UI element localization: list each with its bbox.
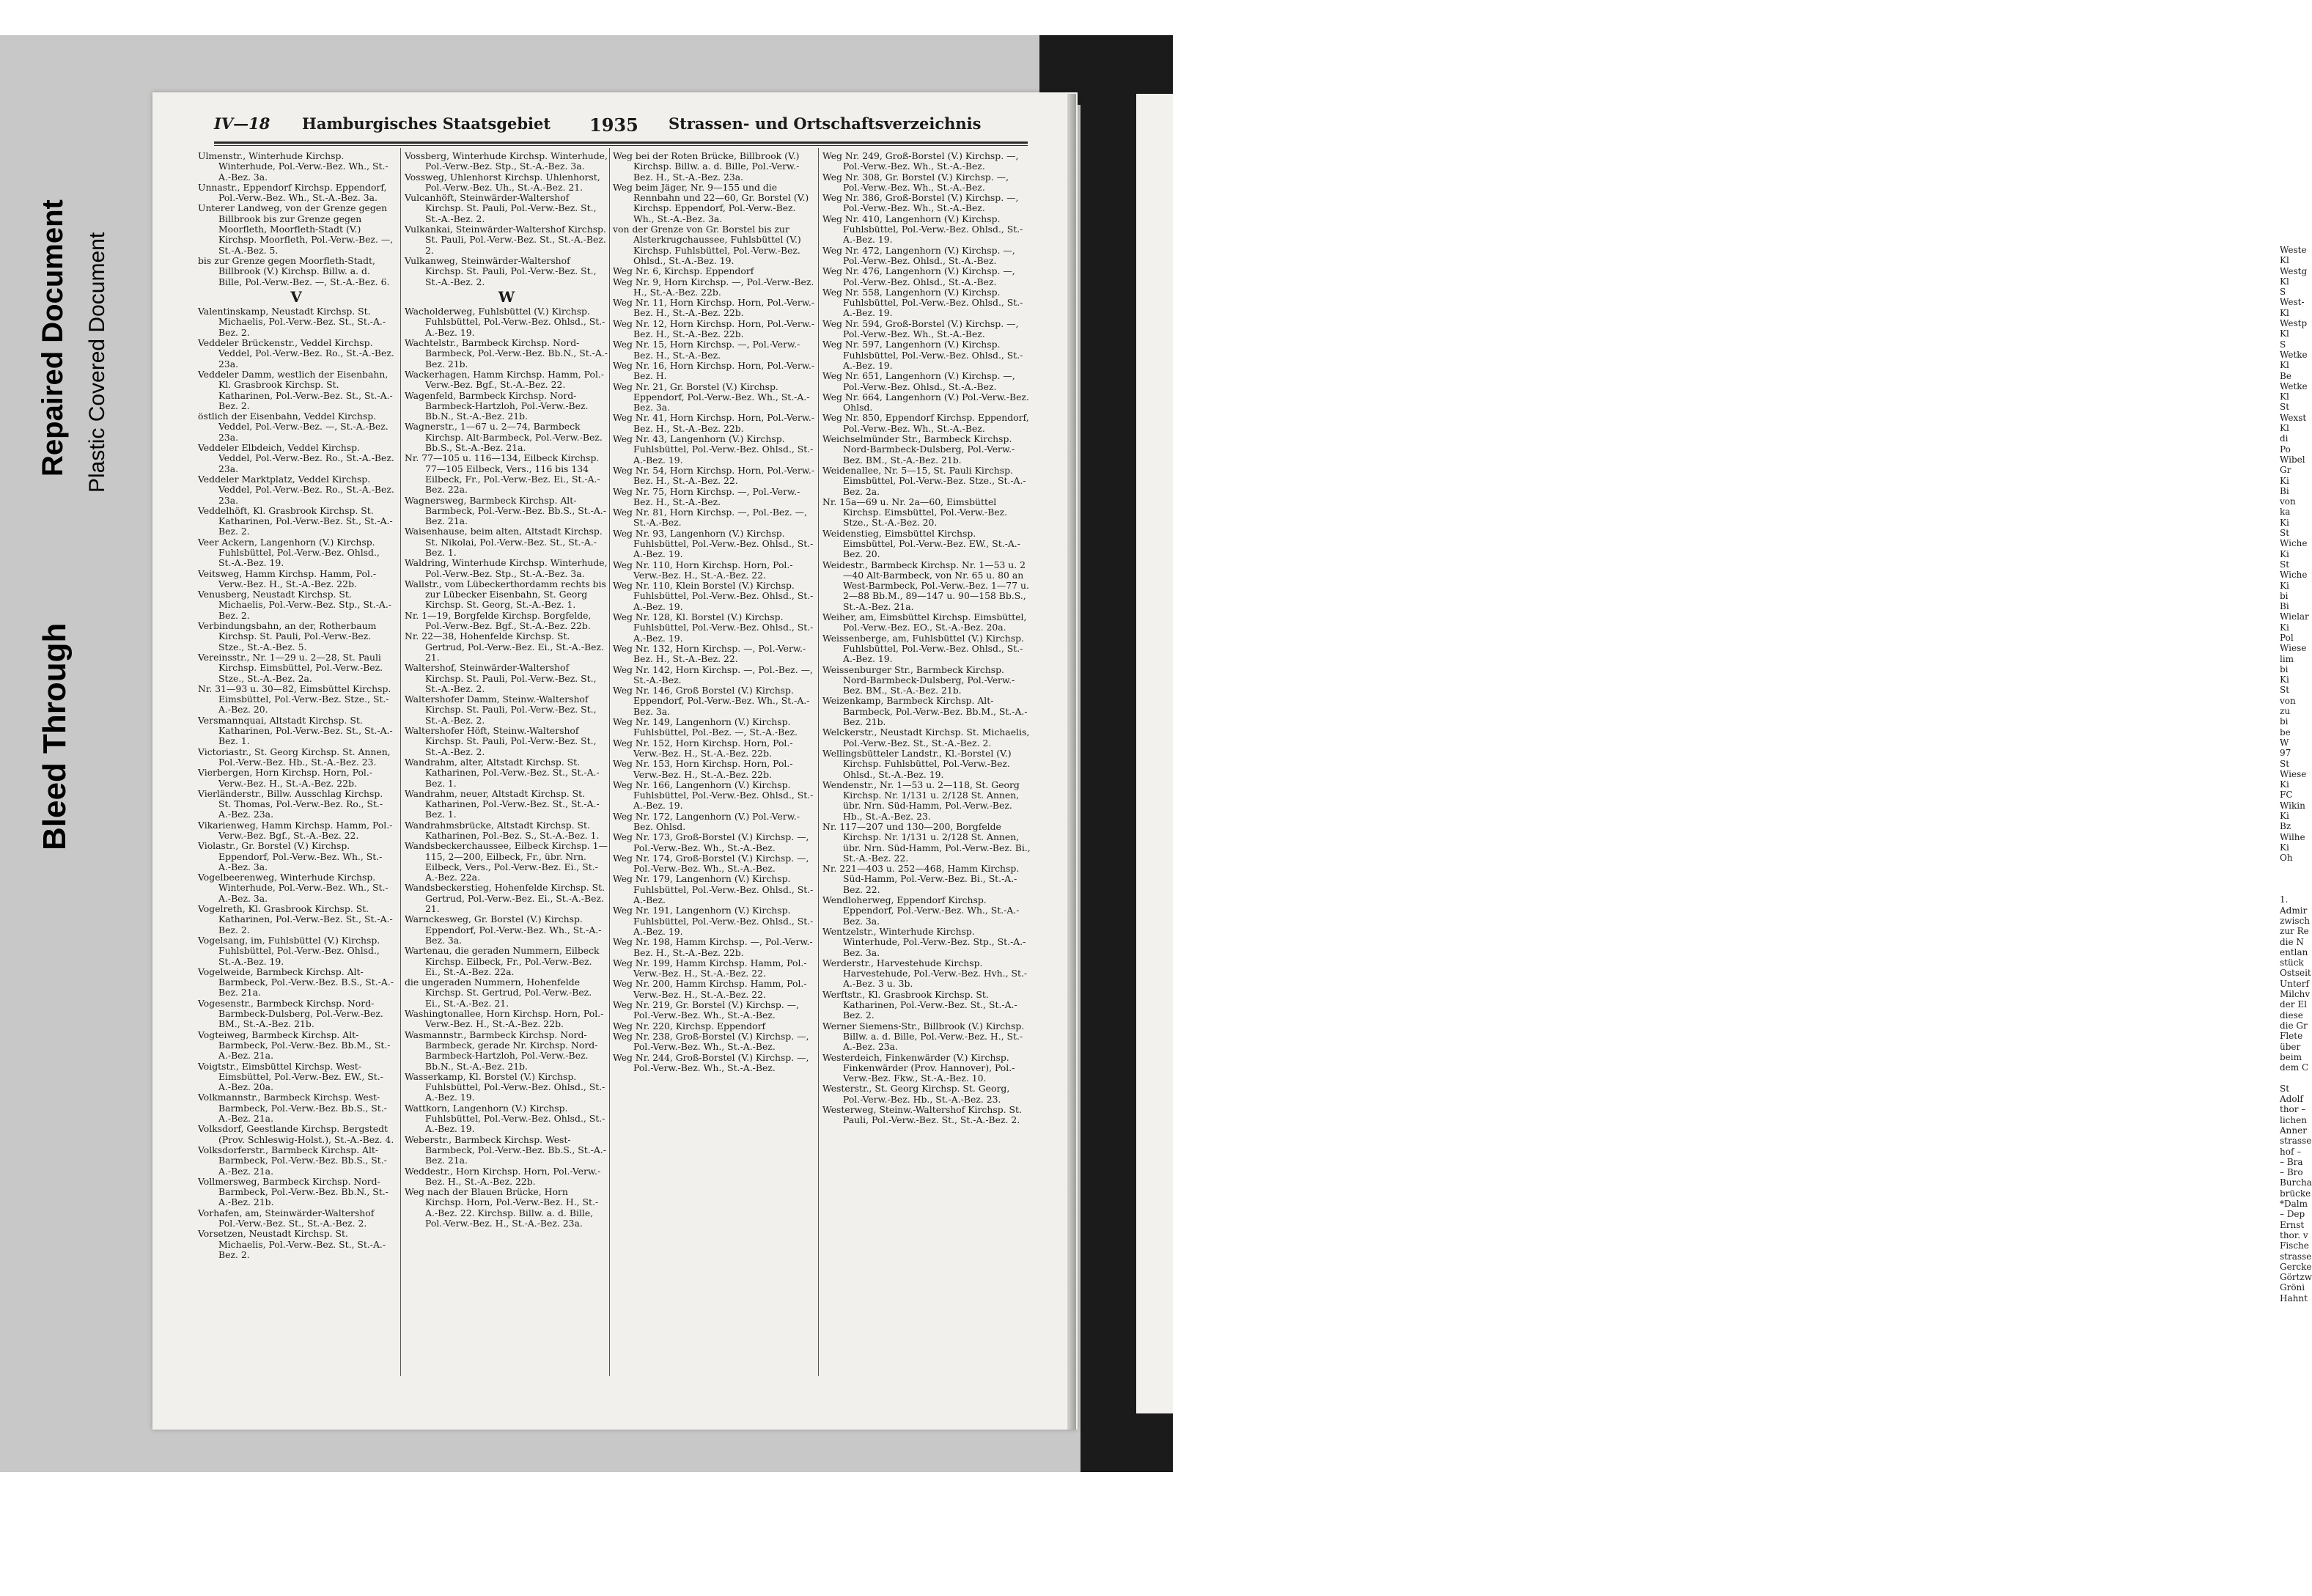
column-4 bbox=[822, 151, 1031, 1375]
street-entry: bis zur Grenze gegen Moorfleth-Stadt, Billbrook (V.) Kirchsp. Billw. a. d. Bille, Pol.-Verw.-Bez. —, St.-A.-Bez. 6. bbox=[198, 254, 390, 287]
street-entry: Waltershofer Damm, Steinw.-Waltershof Kirchsp. St. Pauli, Pol.-Verw.-Bez. St., St.-A.-Bez. 2. bbox=[405, 694, 597, 726]
right-page-fragment: entlan bbox=[2280, 946, 2308, 957]
street-entry: Vogelbeerenweg, Winterhude Kirchsp. Winterhude, Pol.-Verw.-Bez. Wh., St.-A.-Bez. 3a. bbox=[198, 872, 389, 904]
side-labels bbox=[15, 132, 117, 865]
street-entry: Vogteiweg, Barmbeck Kirchsp. Alt-Barmbeck, Pol.-Verw.-Bez. Bb.M., St.-A.-Bez. 21a. bbox=[198, 1029, 391, 1062]
street-entry: Weg Nr. 476, Langenhorn (V.) Kirchsp. —, Pol.-Verw.-Bez. Ohlsd., St.-A.-Bez. bbox=[822, 265, 1015, 287]
street-entry: Weg Nr. 472, Langenhorn (V.) Kirchsp. —, Pol.-Verw.-Bez. Ohlsd., St.-A.-Bez. bbox=[822, 244, 1015, 266]
right-page-fragment: Ki bbox=[2280, 548, 2289, 559]
street-entry: Vikarienweg, Hamm Kirchsp. Hamm, Pol.-Verw.-Bez. Bgf., St.-A.-Bez. 22. bbox=[198, 819, 393, 841]
right-page-fragment: bi bbox=[2280, 590, 2289, 601]
street-entry: Vossweg, Uhlenhorst Kirchsp. Uhlenhorst, Pol.-Verw.-Bez. Uh., St.-A.-Bez. 21. bbox=[405, 171, 600, 193]
street-entry: Weg Nr. 128, Kl. Borstel (V.) Kirchsp. Fuhlsbüttel, Pol.-Verw.-Bez. Ohlsd., St.-A.-Bez. 19. bbox=[613, 611, 814, 644]
street-entry: Weidenstieg, Eimsbüttel Kirchsp. Eimsbüttel, Pol.-Verw.-Bez. EW., St.-A.-Bez. 20. bbox=[822, 527, 1020, 560]
right-page-fragment: ka bbox=[2280, 507, 2291, 518]
street-entry: Volksdorf, Geestlande Kirchsp. Bergstedt (Prov. Schleswig-Holst.), St.-A.-Bez. 4. bbox=[198, 1123, 394, 1145]
right-page-fragment: Kl bbox=[2280, 423, 2289, 434]
street-entry: Unnastr., Eppendorf Kirchsp. Eppendorf, Pol.-Verw.-Bez. Wh., St.-A.-Bez. 3a. bbox=[198, 181, 387, 204]
right-page-fragment: Be bbox=[2280, 370, 2291, 381]
street-entry: Nr. 1—19, Borgfelde Kirchsp. Borgfelde, Pol.-Verw.-Bez. Bgf., St.-A.-Bez. 22b. bbox=[405, 609, 592, 632]
right-page-fragment: Ki bbox=[2280, 622, 2289, 633]
right-page-fragment: Wexst bbox=[2280, 412, 2307, 423]
right-page-fragment: dem C bbox=[2280, 1062, 2309, 1073]
right-page-fragment: Wiche bbox=[2280, 538, 2308, 549]
street-entry: Weg Nr. 43, Langenhorn (V.) Kirchsp. Fuhlsbüttel, Pol.-Verw.-Bez. Ohlsd., St.-A.-Bez. 19. bbox=[613, 433, 814, 466]
right-page-fragment: Ki bbox=[2280, 580, 2289, 591]
right-page-fragment: Ki bbox=[2280, 811, 2289, 822]
street-entry: Werner Siemens-Str., Billbrook (V.) Kirchsp. Billw. a. d. Bille, Pol.-Verw.-Bez. H., St.-A.-Bez. 23a. bbox=[822, 1020, 1025, 1053]
right-page-fragment bbox=[2280, 1073, 2309, 1083]
right-page-fragment: zu bbox=[2280, 706, 2291, 717]
street-entry: Wagnerstr., 1—67 u. 2—74, Barmbeck Kirchsp. Alt-Barmbeck, Pol.-Verw.-Bez. Bb.S., St.-A.-Bez. 21a. bbox=[405, 421, 603, 454]
street-entry: Veer Ackern, Langenhorn (V.) Kirchsp. Fuhlsbüttel, Pol.-Verw.-Bez. Ohlsd., St.-A.-Bez. 19. bbox=[198, 536, 380, 569]
right-page-fragment: Adolf bbox=[2280, 1094, 2303, 1105]
street-entry: Vogelweide, Barmbeck Kirchsp. Alt-Barmbeck, Pol.-Verw.-Bez. B.S., St.-A.-Bez. 21a. bbox=[198, 966, 394, 999]
street-entry: Ulmenstr., Winterhude Kirchsp. Winterhude, Pol.-Verw.-Bez. Wh., St.-A.-Bez. 3a. bbox=[198, 150, 389, 183]
street-entry: Vossberg, Winterhude Kirchsp. Winterhude, Pol.-Verw.-Bez. Stp., St.-A.-Bez. 3a. bbox=[405, 150, 608, 172]
right-page-fragment: Po bbox=[2280, 444, 2291, 455]
right-page-fragment: Wiche bbox=[2280, 570, 2308, 581]
street-entry: Werftstr., Kl. Grasbrook Kirchsp. St. Katharinen, Pol.-Verw.-Bez. St., St.-A.-Bez. 2. bbox=[822, 988, 1017, 1021]
street-entry: Weissenburger Str., Barmbeck Kirchsp. Nord-Barmbeck-Dulsberg, Pol.-Verw.-Bez. BM., St.-A.-Bez. 21b. bbox=[822, 663, 1015, 696]
right-page-fragment: stück bbox=[2280, 957, 2304, 968]
right-page-fragment: Gercke bbox=[2280, 1261, 2312, 1272]
street-entry: Weg Nr. 174, Groß-Borstel (V.) Kirchsp. —, Pol.-Verw.-Bez. Wh., St.-A.-Bez. bbox=[613, 852, 809, 875]
right-page-fragment: zur Re bbox=[2280, 926, 2309, 937]
street-entry: Wagnersweg, Barmbeck Kirchsp. Alt-Barmbeck, Pol.-Verw.-Bez. Bb.S., St.-A.-Bez. 21a. bbox=[405, 494, 606, 527]
page-number: IV—18 bbox=[214, 114, 270, 133]
street-entry: Versmannquai, Altstadt Kirchsp. St. Katharinen, Pol.-Verw.-Bez. St., St.-A.-Bez. 1. bbox=[198, 714, 393, 747]
street-entry: Weg Nr. 110, Horn Kirchsp. Horn, Pol.-Verw.-Bez. H., St.-A.-Bez. 22. bbox=[613, 559, 793, 581]
right-page-fragment: Bi bbox=[2280, 485, 2289, 496]
street-entry: Weg Nr. 75, Horn Kirchsp. —, Pol.-Verw.-Bez. H., St.-A.-Bez. bbox=[613, 485, 800, 507]
right-page-fragment: Fische bbox=[2280, 1240, 2309, 1251]
year: 1935 bbox=[589, 114, 638, 136]
section-letter: V bbox=[290, 287, 302, 306]
street-entry: Veitsweg, Hamm Kirchsp. Hamm, Pol.-Verw.-Bez. H., St.-A.-Bez. 22b. bbox=[198, 567, 377, 589]
right-page-fragment: S bbox=[2280, 339, 2286, 350]
street-entry: Valentinskamp, Neustadt Kirchsp. St. Michaelis, Pol.-Verw.-Bez. St., St.-A.-Bez. 2. bbox=[198, 306, 386, 338]
street-entry: Weissenberge, am, Fuhlsbüttel (V.) Kirchsp. Fuhlsbüttel, Pol.-Verw.-Bez. Ohlsd., St.-A.-Bez. 19. bbox=[822, 632, 1024, 665]
right-page-fragment: Unterf bbox=[2280, 978, 2309, 989]
right-page-fragment: St bbox=[2280, 402, 2290, 413]
street-entry: Verbindungsbahn, an der, Rotherbaum Kirchsp. St. Pauli, Pol.-Verw.-Bez. Stze., St.-A.-Bez. 5. bbox=[198, 620, 377, 652]
street-entry: von der Grenze von Gr. Borstel bis zur Alsterkrugchaussee, Fuhlsbüttel (V.) Kirchsp. Fuhlsbüttel, Pol.-Verw.-Bez. Ohlsd., St.-A.-Bez. 19. bbox=[613, 224, 801, 266]
right-page-sliver bbox=[1136, 94, 2312, 1413]
right-page-fragment: Kl bbox=[2280, 307, 2289, 318]
street-entry: Volksdorferstr., Barmbeck Kirchsp. Alt-Barmbeck, Pol.-Verw.-Bez. Bb.S., St.-A.-Bez. 21a. bbox=[198, 1144, 387, 1177]
street-entry: Weg Nr. 41, Horn Kirchsp. Horn, Pol.-Verw.-Bez. H., St.-A.-Bez. 22b. bbox=[613, 412, 815, 434]
street-entry: Weg Nr. 110, Klein Borstel (V.) Kirchsp. Fuhlsbüttel, Pol.-Verw.-Bez. Ohlsd., St.-A.-Bez. 19. bbox=[613, 580, 814, 612]
street-entry: Warnckesweg, Gr. Borstel (V.) Kirchsp. Eppendorf, Pol.-Verw.-Bez. Wh., St.-A.-Bez. 3a. bbox=[405, 913, 602, 946]
right-page-fragment: Wilhe bbox=[2280, 831, 2305, 842]
right-page-column bbox=[2280, 245, 2312, 1462]
street-entry: Weg Nr. 386, Groß-Borstel (V.) Kirchsp. —, Pol.-Verw.-Bez. Wh., St.-A.-Bez. bbox=[822, 192, 1019, 214]
street-entry: Wellingsbütteler Landstr., Kl.-Borstel (V.) Kirchsp. Fuhlsbüttel, Pol.-Verw.-Bez. Ohlsd., St.-A.-Bez. 19. bbox=[822, 747, 1012, 780]
right-page-fragment: Wibel bbox=[2280, 454, 2305, 465]
right-page-fragment: bi bbox=[2280, 716, 2289, 727]
right-page-fragment: West- bbox=[2280, 297, 2305, 308]
street-entry: Weg Nr. 132, Horn Kirchsp. —, Pol.-Verw.-Bez. H., St.-A.-Bez. 22. bbox=[613, 642, 806, 665]
street-entry: Weg Nr. 54, Horn Kirchsp. Horn, Pol.-Verw.-Bez. H., St.-A.-Bez. 22. bbox=[613, 464, 815, 487]
right-page-fragment: – Bro bbox=[2280, 1167, 2303, 1178]
street-entry: Veddeler Brückenstr., Veddel Kirchsp. Veddel, Pol.-Verw.-Bez. Ro., St.-A.-Bez. 23a. bbox=[198, 337, 394, 369]
right-page-fragment: Ostseit bbox=[2280, 968, 2311, 979]
street-entry: Vereinsstr., Nr. 1—29 u. 2—28, St. Pauli Kirchsp. Eimsbüttel, Pol.-Verw.-Bez. Stze., St.-A.-Bez. 2a. bbox=[198, 651, 383, 684]
street-entry: Wagenfeld, Barmbeck Kirchsp. Nord-Barmbeck-Hartzloh, Pol.-Verw.-Bez. Bb.N., St.-A.-Bez. 21b. bbox=[405, 389, 589, 422]
street-entry: Weg Nr. 15, Horn Kirchsp. —, Pol.-Verw.-Bez. H., St.-A.-Bez. bbox=[613, 339, 800, 361]
street-entry: Weg Nr. 149, Langenhorn (V.) Kirchsp. Fuhlsbüttel, Pol.-Bez. —, St.-A.-Bez. bbox=[613, 716, 798, 738]
street-entry: Wachtelstr., Barmbeck Kirchsp. Nord-Barmbeck, Pol.-Verw.-Bez. Bb.N., St.-A.-Bez. 21b. bbox=[405, 337, 608, 369]
street-entry: Vulkankai, Steinwärder-Waltershof Kirchsp. St. Pauli, Pol.-Verw.-Bez. St., St.-A.-Bez. 2. bbox=[405, 224, 606, 256]
street-entry: Weg Nr. 850, Eppendorf Kirchsp. Eppendorf, Pol.-Verw.-Bez. Wh., St.-A.-Bez. bbox=[822, 412, 1029, 434]
street-entry: Westerdeich, Finkenwärder (V.) Kirchsp. Finkenwärder (Prov. Hannover), Pol.-Verw.-Bez. Fkw., St.-A.-Bez. 10. bbox=[822, 1051, 1015, 1084]
street-entry: Weg bei der Roten Brücke, Billbrook (V.) Kirchsp. Billw. a. d. Bille, Pol.-Verw.-Bez. H., St.-A.-Bez. 23a. bbox=[613, 150, 800, 183]
street-entry: Washingtonallee, Horn Kirchsp. Horn, Pol.-Verw.-Bez. H., St.-A.-Bez. 22b. bbox=[405, 1008, 604, 1030]
street-entry: Volkmannstr., Barmbeck Kirchsp. West-Barmbeck, Pol.-Verw.-Bez. Bb.S., St.-A.-Bez. 21a. bbox=[198, 1092, 387, 1125]
street-entry: Welckerstr., Neustadt Kirchsp. St. Michaelis, Pol.-Verw.-Bez. St., St.-A.-Bez. 2. bbox=[822, 727, 1030, 749]
right-page-fragment bbox=[2280, 884, 2309, 894]
right-page-fragment: Pol bbox=[2280, 632, 2294, 643]
directory-title: Strassen- und Ortschaftsverzeichnis bbox=[669, 114, 982, 133]
street-entry: Unterer Landweg, von der Grenze gegen Billbrook bis zur Grenze gegen Moorfleth, Moorfleth-Stadt (V.) Kirchsp. Moorfleth, Pol.-Verw.-Bez. —, St.-A.-Bez. 5. bbox=[198, 202, 394, 256]
street-entry: Weddestr., Horn Kirchsp. Horn, Pol.-Verw.-Bez. H., St.-A.-Bez. 22b. bbox=[405, 1165, 601, 1187]
label-repaired-document: Repaired Document bbox=[37, 199, 69, 477]
street-entry: Weichselmünder Str., Barmbeck Kirchsp. Nord-Barmbeck-Dulsberg, Pol.-Verw.-Bez. BM., St.-A.-Bez. 21b. bbox=[822, 433, 1015, 466]
street-entry: Victoriastr., St. Georg Kirchsp. St. Annen, Pol.-Verw.-Bez. Hb., St.-A.-Bez. 23. bbox=[198, 746, 391, 768]
page-header bbox=[214, 114, 1028, 141]
street-entry: Weg Nr. 238, Groß-Borstel (V.) Kirchsp. —, Pol.-Verw.-Bez. Wh., St.-A.-Bez. bbox=[613, 1030, 809, 1053]
right-page-fragment: Milchv bbox=[2280, 989, 2311, 1000]
street-entry: Nr. 221—403 u. 252—468, Hamm Kirchsp. Süd-Hamm, Pol.-Verw.-Bez. Bi., St.-A.-Bez. 22. bbox=[822, 863, 1020, 895]
label-plastic-covered: Plastic Covered Document bbox=[85, 232, 109, 493]
street-entry: Weg Nr. 200, Hamm Kirchsp. Hamm, Pol.-Verw.-Bez. H., St.-A.-Bez. 22. bbox=[613, 978, 807, 1000]
street-entry: Wasmannstr., Barmbeck Kirchsp. Nord-Barmbeck, gerade Nr. Kirchsp. Nord-Barmbeck-Hartzloh, Pol.-Verw.-Bez. Bb.N., St.-A.-Bez. 21b. bbox=[405, 1029, 598, 1072]
street-entry: Wandrahmsbrücke, Altstadt Kirchsp. St. Katharinen, Pol.-Bez. S., St.-A.-Bez. 1. bbox=[405, 819, 600, 841]
right-page-fragment: Ki bbox=[2280, 475, 2289, 486]
right-page-fragment: St bbox=[2280, 758, 2290, 769]
right-page-fragment: die Gr bbox=[2280, 1020, 2308, 1031]
right-page-fragment: Weste bbox=[2280, 245, 2307, 255]
street-entry: Weg Nr. 93, Langenhorn (V.) Kirchsp. Fuhlsbüttel, Pol.-Verw.-Bez. Ohlsd., St.-A.-Bez. 19. bbox=[613, 527, 814, 560]
right-page-fragment: brücke bbox=[2280, 1188, 2311, 1199]
right-page-fragment: Admir bbox=[2280, 905, 2308, 916]
right-page-fragment: *Dalm bbox=[2280, 1199, 2308, 1210]
right-page-fragment: Ki bbox=[2280, 842, 2289, 853]
street-entry: Weg Nr. 6, Kirchsp. Eppendorf bbox=[613, 265, 754, 277]
street-entry: Veddeler Elbdeich, Veddel Kirchsp. Veddel, Pol.-Verw.-Bez. Ro., St.-A.-Bez. 23a. bbox=[198, 442, 394, 474]
right-page-fragment: Ki bbox=[2280, 674, 2289, 685]
street-entry: Vierländerstr., Billw. Ausschlag Kirchsp. St. Thomas, Pol.-Verw.-Bez. Ro., St.-A.-Bez. 23a. bbox=[198, 787, 383, 820]
right-page-fragment: Ernst bbox=[2280, 1219, 2305, 1230]
street-entry: Vulkanweg, Steinwärder-Waltershof Kirchsp. St. Pauli, Pol.-Verw.-Bez. St., St.-A.-Bez. 2. bbox=[405, 254, 597, 287]
street-entry: Nr. 22—38, Hohenfelde Kirchsp. St. Gertrud, Pol.-Verw.-Bez. Ei., St.-A.-Bez. 21. bbox=[405, 630, 604, 663]
column-2 bbox=[405, 151, 608, 1375]
right-page-fragment: über bbox=[2280, 1041, 2301, 1052]
street-entry: Nr. 15a—69 u. Nr. 2a—60, Eimsbüttel Kirchsp. Eimsbüttel, Pol.-Verw.-Bez. Stze., St.-A.-Bez. 20. bbox=[822, 496, 1008, 529]
right-page-fragment: Ki bbox=[2280, 779, 2289, 790]
street-entry: Weg Nr. 191, Langenhorn (V.) Kirchsp. Fuhlsbüttel, Pol.-Verw.-Bez. Ohlsd., St.-A.-Bez. 19. bbox=[613, 905, 814, 937]
right-page-fragment: St bbox=[2280, 685, 2290, 696]
street-entry: Wartenau, die geraden Nummern, Eilbeck Kirchsp. Eilbeck, Fr., Pol.-Verw.-Bez. Ei., St.-A.-Bez. 22a. bbox=[405, 945, 600, 977]
street-entry: Weg Nr. 249, Groß-Borstel (V.) Kirchsp. —, Pol.-Verw.-Bez. Wh., St.-A.-Bez. bbox=[822, 150, 1019, 172]
section-letter: W bbox=[498, 287, 515, 306]
street-entry: Wattkorn, Langenhorn (V.) Kirchsp. Fuhlsbüttel, Pol.-Verw.-Bez. Ohlsd., St.-A.-Bez. 19. bbox=[405, 1102, 605, 1135]
street-entry: Weg Nr. 16, Horn Kirchsp. Horn, Pol.-Verw.-Bez. H. bbox=[613, 359, 815, 382]
right-page-fragment: W bbox=[2280, 737, 2289, 748]
right-page-fragment: FC bbox=[2280, 790, 2293, 801]
street-entry: Wasserkamp, Kl. Borstel (V.) Kirchsp. Fuhlsbüttel, Pol.-Verw.-Bez. Ohlsd., St.-A.-Bez. 19. bbox=[405, 1070, 605, 1103]
right-page-fragment: Westg bbox=[2280, 265, 2308, 276]
street-entry: Weg Nr. 21, Gr. Borstel (V.) Kirchsp. Eppendorf, Pol.-Verw.-Bez. Wh., St.-A.-Bez. 3a. bbox=[613, 380, 810, 413]
right-page-fragment: 1. bbox=[2280, 894, 2289, 905]
right-page-fragment: diese bbox=[2280, 1010, 2303, 1021]
street-entry: Vogelsang, im, Fuhlsbüttel (V.) Kirchsp. Fuhlsbüttel, Pol.-Verw.-Bez. Ohlsd., St.-A.-Bez. 19. bbox=[198, 934, 380, 967]
street-entry: Weg Nr. 173, Groß-Borstel (V.) Kirchsp. —, Pol.-Verw.-Bez. Wh., St.-A.-Bez. bbox=[613, 831, 809, 853]
right-page-fragment: bi bbox=[2280, 663, 2289, 674]
right-page-fragment: lim bbox=[2280, 653, 2294, 664]
right-page-fragment: Wikin bbox=[2280, 800, 2305, 811]
right-page-fragment: di bbox=[2280, 433, 2289, 444]
right-page-fragment: St bbox=[2280, 1083, 2290, 1094]
street-entry: Nr. 77—105 u. 116—134, Eilbeck Kirchsp. 77—105 Eilbeck, Vers., 116 bis 134 Eilbeck, Fr., Pol.-Verw.-Bez. Ei., St.-A.-Bez. 22a. bbox=[405, 452, 600, 496]
right-page-fragment: Wiese bbox=[2280, 643, 2307, 654]
street-entry: Vierbergen, Horn Kirchsp. Horn, Pol.-Verw.-Bez. H., St.-A.-Bez. 22b. bbox=[198, 767, 373, 789]
street-entry: Westerweg, Steinw.-Waltershof Kirchsp. St. Pauli, Pol.-Verw.-Bez. St., St.-A.-Bez. 2. bbox=[822, 1104, 1022, 1126]
right-page-fragment: – Dep bbox=[2280, 1209, 2305, 1220]
street-entry: Weg Nr. 594, Groß-Borstel (V.) Kirchsp. —, Pol.-Verw.-Bez. Wh., St.-A.-Bez. bbox=[822, 317, 1019, 340]
street-entry: Veddelhöft, Kl. Grasbrook Kirchsp. St. Katharinen, Pol.-Verw.-Bez. St., St.-A.-Bez. 2. bbox=[198, 504, 393, 537]
street-entry: Weg Nr. 11, Horn Kirchsp. Horn, Pol.-Verw.-Bez. H., St.-A.-Bez. 22b. bbox=[613, 297, 815, 319]
street-entry: Vollmersweg, Barmbeck Kirchsp. Nord-Barmbeck, Pol.-Verw.-Bez. Bb.N., St.-A.-Bez. 21b. bbox=[198, 1175, 389, 1208]
street-entry: Wandsbeckerchaussee, Eilbeck Kirchsp. 1—115, 2—200, Eilbeck, Fr., übr. Nrn. Eilbeck, Vers., Pol.-Verw.-Bez. Ei., St.-A.-Bez. 22a. bbox=[405, 840, 608, 883]
right-page-fragment: thor. v bbox=[2280, 1229, 2308, 1240]
label-bleed-through: Bleed Through bbox=[37, 622, 73, 850]
right-page-fragment: Burcha bbox=[2280, 1177, 2312, 1188]
street-entry: Weiher, am, Eimsbüttel Kirchsp. Eimsbüttel, Pol.-Verw.-Bez. EO., St.-A.-Bez. 20a. bbox=[822, 611, 1027, 633]
right-page-fragment: Bi bbox=[2280, 601, 2289, 612]
column-1 bbox=[198, 151, 394, 1375]
right-page-fragment: von bbox=[2280, 496, 2296, 507]
street-entry: Vulcanhöft, Steinwärder-Waltershof Kirchsp. St. Pauli, Pol.-Verw.-Bez. St., St.-A.-Bez. 2. bbox=[405, 192, 597, 224]
street-entry: Weidenallee, Nr. 5—15, St. Pauli Kirchsp. Eimsbüttel, Pol.-Verw.-Bez. Stze., St.-A.-Bez. 2a. bbox=[822, 464, 1026, 497]
column-divider bbox=[609, 148, 610, 1376]
header-rule-thin bbox=[214, 145, 1028, 146]
right-page-fragment: zwisch bbox=[2280, 916, 2311, 926]
right-page-fragment: Kl bbox=[2280, 276, 2289, 287]
page-gutter bbox=[1067, 94, 1076, 1430]
column-3 bbox=[613, 151, 815, 1375]
street-entry: Nr. 117—207 und 130—200, Borgfelde Kirchsp. Nr. 1/131 u. 2/128 St. Annen, übr. Nrn. Süd-Hamm, Pol.-Verw.-Bez. Bi., St.-A.-Bez. 22. bbox=[822, 821, 1031, 864]
street-entry: Violastr., Gr. Borstel (V.) Kirchsp. Eppendorf, Pol.-Verw.-Bez. Wh., St.-A.-Bez. 3a. bbox=[198, 840, 383, 872]
street-entry: Weg Nr. 152, Horn Kirchsp. Horn, Pol.-Verw.-Bez. H., St.-A.-Bez. 22b. bbox=[613, 737, 793, 759]
right-page-fragment: Wetke bbox=[2280, 349, 2308, 360]
right-page-fragment: Flete bbox=[2280, 1031, 2303, 1042]
street-entry: Wackerhagen, Hamm Kirchsp. Hamm, Pol.-Verw.-Bez. Bgf., St.-A.-Bez. 22. bbox=[405, 368, 605, 391]
right-page-fragment bbox=[2280, 864, 2309, 874]
street-entry: Weg Nr. 651, Langenhorn (V.) Kirchsp. —, Pol.-Verw.-Bez. Ohlsd., St.-A.-Bez. bbox=[822, 370, 1015, 392]
street-entry: Weg Nr. 81, Horn Kirchsp. —, Pol.-Bez. —, St.-A.-Bez. bbox=[613, 507, 808, 529]
street-entry: Weg Nr. 244, Groß-Borstel (V.) Kirchsp. —, Pol.-Verw.-Bez. Wh., St.-A.-Bez. bbox=[613, 1051, 809, 1073]
street-entry: Weg Nr. 220, Kirchsp. Eppendorf bbox=[613, 1020, 766, 1031]
street-entry: Werderstr., Harvestehude Kirchsp. Harvestehude, Pol.-Verw.-Bez. Hvh., St.-A.-Bez. 3 u. 3b. bbox=[822, 957, 1028, 990]
street-entry: Wallstr., vom Lübeckerthordamm rechts bis zur Lübecker Eisenbahn, St. Georg Kirchsp. St. Georg, St.-A.-Bez. 1. bbox=[405, 578, 606, 611]
column-divider bbox=[400, 148, 401, 1376]
street-entry: Weg Nr. 153, Horn Kirchsp. Horn, Pol.-Verw.-Bez. H., St.-A.-Bez. 22b. bbox=[613, 758, 793, 780]
right-page-fragment: Kl bbox=[2280, 255, 2289, 266]
street-entry: Wacholderweg, Fuhlsbüttel (V.) Kirchsp. Fuhlsbüttel, Pol.-Verw.-Bez. Ohlsd., St.-A.-Bez. 19. bbox=[405, 306, 605, 338]
column-divider bbox=[818, 148, 819, 1376]
right-page-fragment: St bbox=[2280, 528, 2290, 539]
street-entry: Wendenstr., Nr. 1—53 u. 2—118, St. Georg Kirchsp. Nr. 1/131 u. 2/128 St. Annen, übr. Nrn. Süd-Hamm, Pol.-Verw.-Bez. Hb., St.-A.-Bez. 23. bbox=[822, 779, 1020, 822]
street-entry: Weg Nr. 172, Langenhorn (V.) Pol.-Verw.-Bez. Ohlsd. bbox=[613, 810, 800, 832]
right-page-fragment: – Bra bbox=[2280, 1156, 2303, 1167]
right-page-fragment: Wetke bbox=[2280, 380, 2308, 391]
street-entry: Wentzelstr., Winterhude Kirchsp. Winterhude, Pol.-Verw.-Bez. Stp., St.-A.-Bez. 3a. bbox=[822, 925, 1026, 958]
right-page-fragment bbox=[2280, 874, 2309, 884]
header-rule bbox=[214, 141, 1028, 144]
street-entry: die ungeraden Nummern, Hohenfelde Kirchsp. St. Gertrud, Pol.-Verw.-Bez. Ei., St.-A.-Bez. 21. bbox=[405, 977, 592, 1009]
right-page-fragment: Gr bbox=[2280, 465, 2291, 476]
street-entry: Wandrahm, alter, Altstadt Kirchsp. St. Katharinen, Pol.-Verw.-Bez. St., St.-A.-Bez. 1. bbox=[405, 756, 600, 789]
right-page-fragment: thor – bbox=[2280, 1104, 2306, 1115]
street-entry: Vorsetzen, Neustadt Kirchsp. St. Michaelis, Pol.-Verw.-Bez. St., St.-A.-Bez. 2. bbox=[198, 1228, 386, 1260]
street-entry: Vogelreth, Kl. Grasbrook Kirchsp. St. Katharinen, Pol.-Verw.-Bez. St., St.-A.-Bez. 2. bbox=[198, 903, 393, 935]
street-entry: Wandrahm, neuer, Altstadt Kirchsp. St. Katharinen, Pol.-Verw.-Bez. St., St.-A.-Bez. 1. bbox=[405, 787, 600, 820]
right-page-fragment: Kl bbox=[2280, 391, 2289, 402]
right-page-fragment: Bz bbox=[2280, 821, 2291, 832]
right-page-fragment: Westp bbox=[2280, 318, 2308, 329]
street-entry: Waldring, Winterhude Kirchsp. Winterhude, Pol.-Verw.-Bez. Stp., St.-A.-Bez. 3a. bbox=[405, 557, 608, 579]
right-page-fragment: Gröni bbox=[2280, 1282, 2305, 1293]
street-entry: Wandsbeckerstieg, Hohenfelde Kirchsp. St. Gertrud, Pol.-Verw.-Bez. Ei., St.-A.-Bez. 21. bbox=[405, 882, 605, 915]
street-entry: Weg Nr. 179, Langenhorn (V.) Kirchsp. Fuhlsbüttel, Pol.-Verw.-Bez. Ohlsd., St.-A.-Bez. bbox=[613, 873, 814, 906]
street-entry: Westerstr., St. Georg Kirchsp. St. Georg, Pol.-Verw.-Bez. Hb., St.-A.-Bez. 23. bbox=[822, 1083, 1010, 1105]
right-page-fragment: Oh bbox=[2280, 853, 2293, 864]
street-entry: Vogesenstr., Barmbeck Kirchsp. Nord-Barmbeck-Dulsberg, Pol.-Verw.-Bez. BM., St.-A.-Bez. 21b. bbox=[198, 997, 383, 1030]
street-entry: Weidestr., Barmbeck Kirchsp. Nr. 1—53 u. 2—40 Alt-Barmbeck, von Nr. 65 u. 80 an West-Barmbeck, Pol.-Verw.-Bez. 1—77 u. 2—88 Bb.M., 89—147 u. 90—158 Bb.S., St.-A.-Bez. 21a. bbox=[822, 559, 1029, 612]
street-entry: Waltershof, Steinwärder-Waltershof Kirchsp. St. Pauli, Pol.-Verw.-Bez. St., St.-A.-Bez. 2. bbox=[405, 662, 597, 694]
street-entry: östlich der Eisenbahn, Veddel Kirchsp. Veddel, Pol.-Verw.-Bez. —, St.-A.-Bez. 23a. bbox=[198, 411, 389, 443]
right-page-fragment: be bbox=[2280, 727, 2291, 738]
right-page-fragment: S bbox=[2280, 287, 2286, 298]
street-entry: Weg Nr. 558, Langenhorn (V.) Kirchsp. Fuhlsbüttel, Pol.-Verw.-Bez. Ohlsd., St.-A.-Bez. 19. bbox=[822, 286, 1023, 319]
right-page-fragment: Kl bbox=[2280, 328, 2289, 339]
right-page-fragment: Hahnt bbox=[2280, 1292, 2308, 1303]
right-page-fragment: strasse bbox=[2280, 1136, 2312, 1147]
street-entry: Vorhafen, am, Steinwärder-Waltershof Pol.-Verw.-Bez. St., St.-A.-Bez. 2. bbox=[198, 1207, 375, 1229]
street-entry: Weg Nr. 12, Horn Kirchsp. Horn, Pol.-Verw.-Bez. H., St.-A.-Bez. 22b. bbox=[613, 317, 815, 340]
street-entry: Waltershofer Höft, Steinw.-Waltershof Kirchsp. St. Pauli, Pol.-Verw.-Bez. St., St.-A.-Bez. 2. bbox=[405, 725, 597, 757]
street-entry: Venusberg, Neustadt Kirchsp. St. Michaelis, Pol.-Verw.-Bez. Stp., St.-A.-Bez. 2. bbox=[198, 589, 391, 621]
street-entry: Waisenhause, beim alten, Altstadt Kirchsp. St. Nikolai, Pol.-Verw.-Bez. St., St.-A.-Bez. 1. bbox=[405, 526, 603, 558]
right-page-fragment: Görtzw bbox=[2280, 1272, 2312, 1283]
right-page-fragment: Wielar bbox=[2280, 611, 2309, 622]
street-entry: Wendloherweg, Eppendorf Kirchsp. Eppendorf, Pol.-Verw.-Bez. Wh., St.-A.-Bez. 3a. bbox=[822, 894, 1020, 927]
street-entry: Nr. 31—93 u. 30—82, Eimsbüttel Kirchsp. Eimsbüttel, Pol.-Verw.-Bez. Stze., St.-A.-Bez. 20. bbox=[198, 683, 391, 716]
street-entry: Weg Nr. 198, Hamm Kirchsp. —, Pol.-Verw.-Bez. H., St.-A.-Bez. 22b. bbox=[613, 936, 813, 958]
right-page-fragment: lichen bbox=[2280, 1114, 2307, 1125]
street-entry: Voigtstr., Eimsbüttel Kirchsp. West-Eimsbüttel, Pol.-Verw.-Bez. EW., St.-A.-Bez. 20a. bbox=[198, 1060, 383, 1093]
street-entry: Weg Nr. 410, Langenhorn (V.) Kirchsp. Fuhlsbüttel, Pol.-Verw.-Bez. Ohlsd., St.-A.-Bez. 19. bbox=[822, 213, 1023, 246]
right-page-fragment: der El bbox=[2280, 999, 2307, 1010]
street-entry: Weg Nr. 166, Langenhorn (V.) Kirchsp. Fuhlsbüttel, Pol.-Verw.-Bez. Ohlsd., St.-A.-Bez. 19. bbox=[613, 779, 814, 812]
right-page-fragment: beim bbox=[2280, 1051, 2302, 1062]
street-entry: Weg Nr. 142, Horn Kirchsp. —, Pol.-Bez. —, St.-A.-Bez. bbox=[613, 663, 813, 685]
right-page-fragment: Ki bbox=[2280, 517, 2289, 528]
right-page-fragment: St bbox=[2280, 559, 2290, 570]
right-page-fragment: Wiese bbox=[2280, 768, 2307, 779]
street-entry: Weg beim Jäger, Nr. 9—155 und die Rennbahn und 22—60, Gr. Borstel (V.) Kirchsp. Eppendorf, Pol.-Verw.-Bez. Wh., St.-A.-Bez. 3a. bbox=[613, 181, 809, 224]
street-entry: Veddeler Marktplatz, Veddel Kirchsp. Veddel, Pol.-Verw.-Bez. Ro., St.-A.-Bez. 23a. bbox=[198, 473, 394, 506]
street-entry: Veddeler Damm, westlich der Eisenbahn, Kl. Grasbrook Kirchsp. St. Katharinen, Pol.-Verw.-Bez. St., St.-A.-Bez. 2. bbox=[198, 368, 393, 411]
street-entry: Weizenkamp, Barmbeck Kirchsp. Alt-Barmbeck, Pol.-Verw.-Bez. Bb.M., St.-A.-Bez. 21b. bbox=[822, 695, 1028, 728]
street-entry: Weg Nr. 9, Horn Kirchsp. —, Pol.-Verw.-Bez. H., St.-A.-Bez. 22b. bbox=[613, 276, 814, 298]
street-entry: Weg Nr. 308, Gr. Borstel (V.) Kirchsp. —, Pol.-Verw.-Bez. Wh., St.-A.-Bez. bbox=[822, 171, 1009, 193]
street-entry: Weberstr., Barmbeck Kirchsp. West-Barmbeck, Pol.-Verw.-Bez. Bb.S., St.-A.-Bez. 21a. bbox=[405, 1133, 606, 1166]
right-page-fragment: Anner bbox=[2280, 1125, 2307, 1136]
street-entry: Weg nach der Blauen Brücke, Horn Kirchsp. Horn, Pol.-Verw.-Bez. H., St.-A.-Bez. 22. Kirchsp. Billw. a. d. Bille, Pol.-Verw.-Bez. H., St.-A.-Bez. 23a. bbox=[405, 1186, 599, 1229]
street-entry: Weg Nr. 219, Gr. Borstel (V.) Kirchsp. —, Pol.-Verw.-Bez. Wh., St.-A.-Bez. bbox=[613, 999, 800, 1021]
right-page-fragment: Kl bbox=[2280, 360, 2289, 371]
region-title: Hamburgisches Staatsgebiet bbox=[302, 114, 551, 133]
street-entry: Weg Nr. 597, Langenhorn (V.) Kirchsp. Fuhlsbüttel, Pol.-Verw.-Bez. Ohlsd., St.-A.-Bez. 19. bbox=[822, 339, 1023, 371]
right-page-fragment: von bbox=[2280, 695, 2296, 706]
right-page-fragment: hof – bbox=[2280, 1146, 2302, 1157]
right-page-fragment: strasse bbox=[2280, 1251, 2312, 1262]
street-entry: Weg Nr. 664, Langenhorn (V.) Pol.-Verw.-Bez. Ohlsd. bbox=[822, 391, 1029, 413]
right-page-fragment: 97 bbox=[2280, 748, 2291, 759]
right-page-fragment: die N bbox=[2280, 936, 2304, 947]
street-entry: Weg Nr. 199, Hamm Kirchsp. Hamm, Pol.-Verw.-Bez. H., St.-A.-Bez. 22. bbox=[613, 957, 807, 979]
street-entry: Weg Nr. 146, Groß Borstel (V.) Kirchsp. Eppendorf, Pol.-Verw.-Bez. Wh., St.-A.-Bez. 3a. bbox=[613, 685, 810, 717]
